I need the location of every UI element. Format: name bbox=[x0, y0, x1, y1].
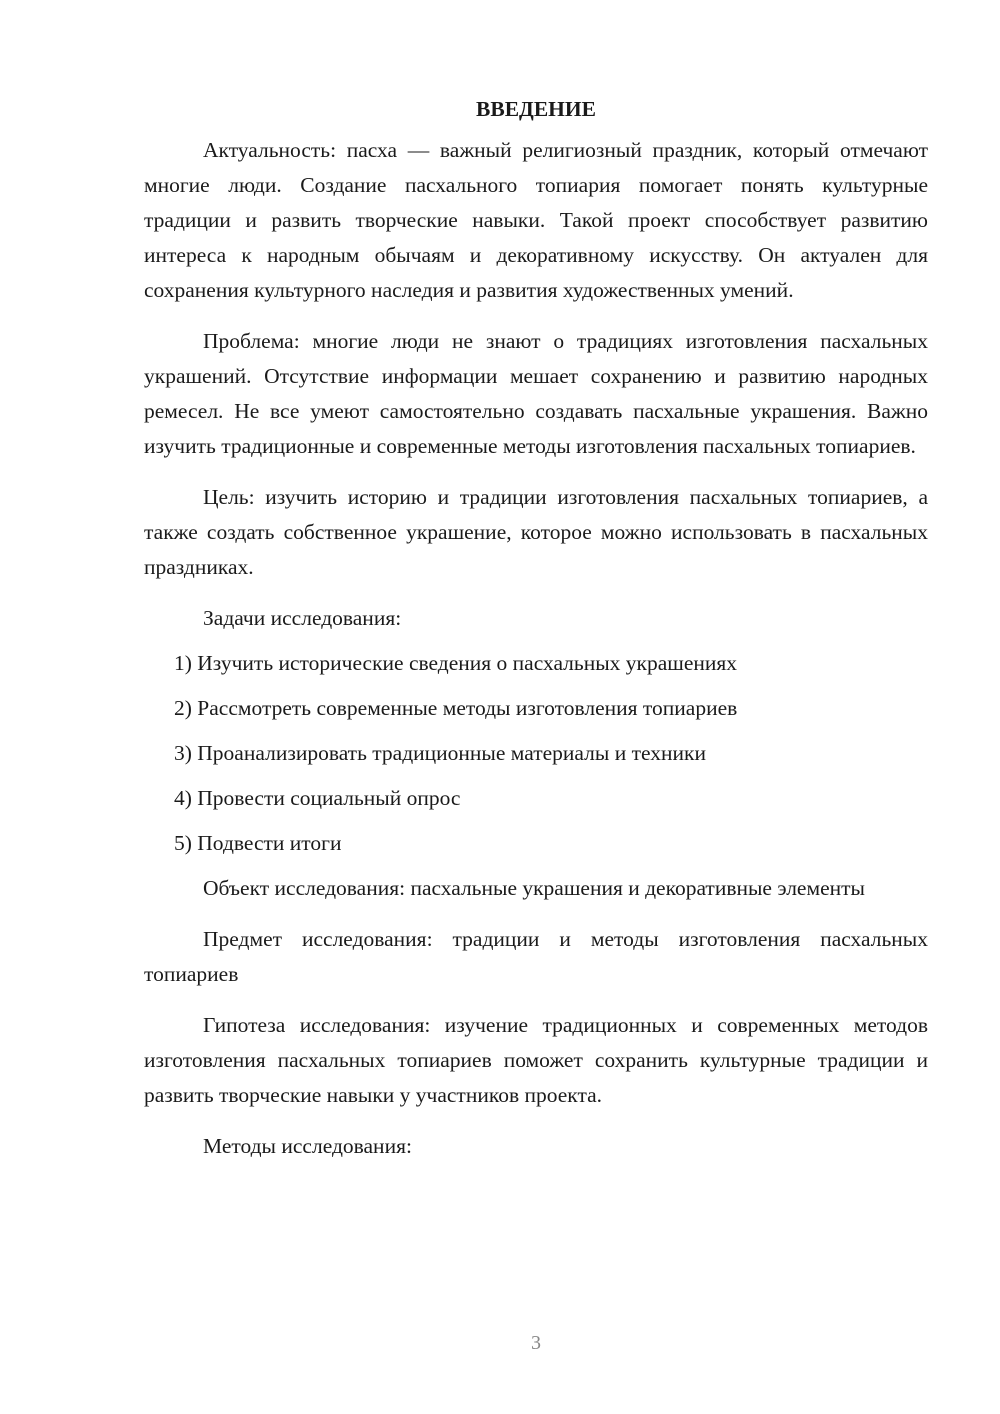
paragraph-hypothesis: Гипотеза исследования: изучение традиционных и современных методов изготовления пасхальных топиариев поможет сохранить культурные традиции и развить творческие навыки у участников проекта. bbox=[144, 1013, 928, 1107]
list-item: 2) Рассмотреть современные методы изготовления топиариев bbox=[174, 696, 738, 720]
tasks-heading: Задачи исследования: bbox=[203, 606, 402, 630]
tasks-list bbox=[144, 646, 928, 861]
paragraph-subject: Предмет исследования: традиции и методы изготовления пасхальных топиариев bbox=[144, 927, 928, 986]
page-title: ВВЕДЕНИЕ bbox=[476, 97, 596, 121]
paragraph-problem: Проблема: многие люди не знают о традициях изготовления пасхальных украшений. Отсутствие информации мешает сохранению и развитию народных ремесел. Не все умеют самостоятельно создавать пасхальные украшения. Важно изучить традиционные и современные методы изготовления пасхальных топиариев. bbox=[144, 329, 928, 458]
paragraph-relevance: Актуальность: пасха — важный религиозный праздник, который отмечают многие люди. Создание пасхального топиария помогает понять культурные традиции и развить творческие навыки. Такой проект способствует развитию интереса к народным обычаям и декоративному искусству. Он актуален для сохранения культурного наследия и развития художественных умений. bbox=[144, 138, 928, 302]
document-page bbox=[144, 92, 928, 1180]
paragraph-object: Объект исследования: пасхальные украшения и декоративные элементы bbox=[203, 876, 865, 900]
page-number: 3 bbox=[531, 1332, 541, 1354]
list-item: 4) Провести социальный опрос bbox=[174, 786, 461, 810]
list-item: 3) Проанализировать традиционные материалы и техники bbox=[174, 741, 706, 765]
list-item: 5) Подвести итоги bbox=[174, 831, 342, 855]
paragraph-goal: Цель: изучить историю и традиции изготовления пасхальных топиариев, а также создать собственное украшение, которое можно использовать в пасхальных праздниках. bbox=[144, 485, 928, 579]
paragraph-methods: Методы исследования: bbox=[203, 1134, 412, 1158]
list-item: 1) Изучить исторические сведения о пасхальных украшениях bbox=[174, 651, 738, 675]
